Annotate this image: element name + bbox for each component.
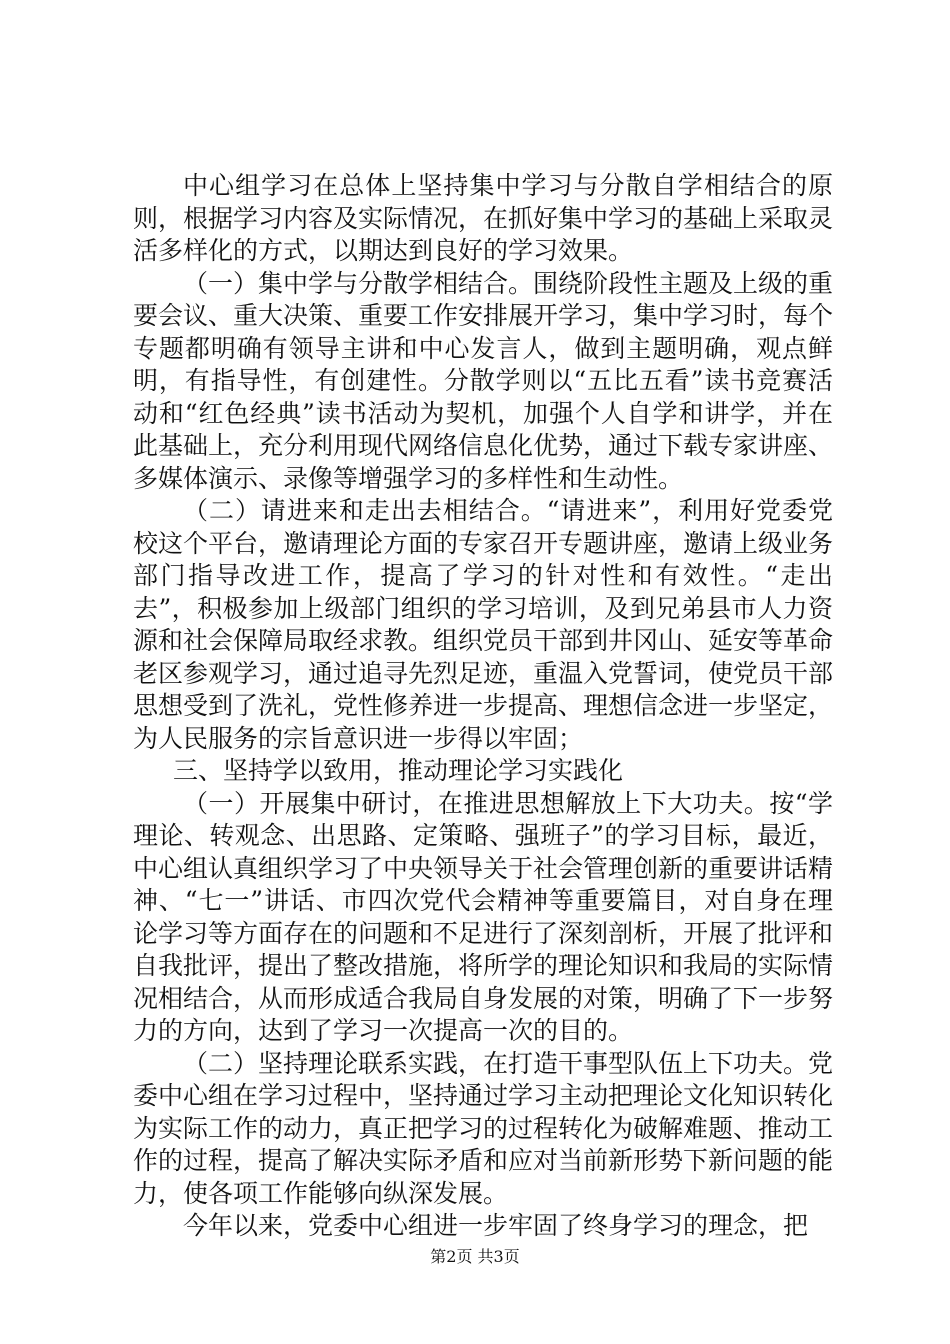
paragraph-intro: 中心组学习在总体上坚持集中学习与分散自学相结合的原则，根据学习内容及实际情况，在抓好集中学习的基础上采取灵活多样化的方式，以期达到良好的学习效果。 [133, 171, 834, 265]
section-heading-3: 三、坚持学以致用，推动理论学习实践化 [173, 756, 624, 785]
paragraph-closing: 今年以来，党委中心组进一步牢固了终身学习的理念，把 [183, 1211, 809, 1240]
paragraph-section-2: （二）请进来和走出去相结合。“请进来”，利用好党委党校这个平台，邀请理论方面的专家召开专题讲座，邀请上级业务部门指导改进工作，提高了学习的针对性和有效性。“走出去”，积极参加上级部门组织的学习培训，及到兄弟县市人力资源和社会保障局取经求教。组织党员干部到井冈山、延安等革命老区参观学习，通过追寻先烈足迹，重温入党誓词，使党员干部思想受到了洗礼，党性修养进一步提高、理想信念进一步坚定，为人民服务的宗旨意识进一步得以牢固； [133, 496, 834, 753]
paragraph-section-3-1: （一）开展集中研讨，在推进思想解放上下大功夫。按“学理论、转观念、出思路、定策略、强班子”的学习目标，最近，中心组认真组织学习了中央领导关于社会管理创新的重要讲话精神、“七一”讲话、市四次党代会精神等重要篇目，对自身在理论学习等方面存在的问题和不足进行了深刻剖析，开展了批评和自我批评，提出了整改措施，将所学的理论知识和我局的实际情况相结合，从而形成适合我局自身发展的对策，明确了下一步努力的方向，达到了学习一次提高一次的目的。 [133, 788, 834, 1045]
paragraph-section-3-2: （二）坚持理论联系实践，在打造干事型队伍上下功夫。党委中心组在学习过程中，坚持通过学习主动把理论文化知识转化为实际工作的动力，真正把学习的过程转化为破解难题、推动工作的过程，提高了解决实际矛盾和应对当前新形势下新问题的能力，使各项工作能够向纵深发展。 [133, 1048, 834, 1208]
paragraph-section-1: （一）集中学与分散学相结合。围绕阶段性主题及上级的重要会议、重大决策、重要工作安排展开学习，集中学习时，每个专题都明确有领导主讲和中心发言人，做到主题明确，观点鲜明，有指导性，有创建性。分散学则以“五比五看”读书竞赛活动和“红色经典”读书活动为契机，加强个人自学和讲学，并在此基础上，充分利用现代网络信息化优势，通过下载专家讲座、多媒体演示、录像等增强学习的多样性和生动性。 [133, 268, 834, 493]
page-footer: 第2页 共3页 [430, 1247, 520, 1266]
document-body [133, 170, 833, 1243]
